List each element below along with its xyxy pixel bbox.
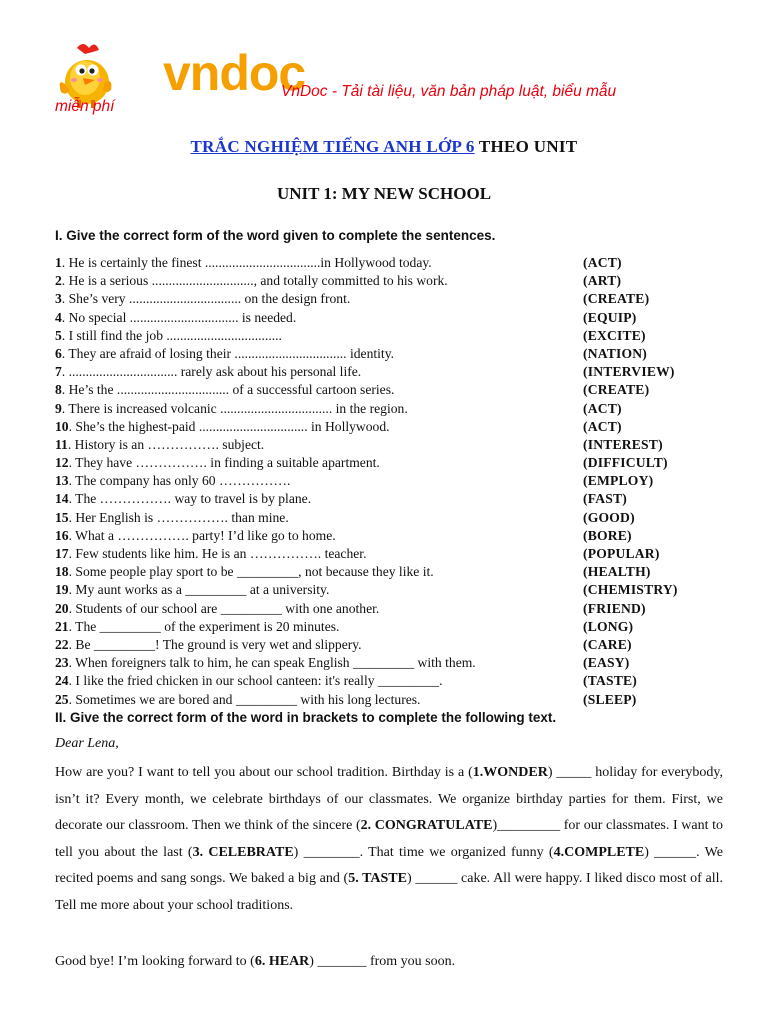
question-sentence	[55, 581, 329, 599]
question-sentence	[55, 509, 289, 527]
question-row	[55, 490, 715, 508]
question-text: . Few students like him. He is an ……………. teacher.	[68, 546, 367, 561]
root-word: (FAST)	[583, 491, 627, 507]
bracket-word: 6. HEAR	[254, 954, 310, 969]
bracket-word: 5. TASTE	[348, 871, 407, 887]
question-sentence	[55, 490, 311, 508]
question-sentence	[55, 381, 394, 399]
question-text: . She’s the highest-paid ................................ in Hollywood.	[68, 418, 390, 434]
logo-wordmark: vndoc	[163, 45, 306, 101]
letter-text: ) ______. We recited poems and sang songs. We baked a big and (	[55, 844, 723, 887]
question-row	[55, 545, 715, 563]
question-row	[55, 636, 715, 654]
question-text: . Her English is ……………. than mine.	[68, 509, 289, 525]
question-number: 18	[55, 564, 69, 580]
question-text: . He is certainly the finest ..................................in Hollywood today.	[61, 255, 432, 270]
question-row	[55, 509, 715, 527]
bracket-word: 2. CONGRATULATE	[360, 818, 493, 834]
root-word: (ACT)	[583, 255, 622, 270]
question-number: 11	[55, 436, 68, 452]
question-number: 20	[55, 600, 69, 616]
question-sentence	[55, 327, 282, 345]
question-row	[55, 290, 715, 308]
question-sentence	[55, 290, 350, 308]
question-number: 3	[55, 291, 62, 307]
question-sentence	[55, 418, 390, 436]
root-word: (BORE)	[583, 527, 632, 543]
question-number: 2	[55, 273, 62, 289]
question-text: . The company has only 60 …………….	[68, 473, 291, 489]
question-row	[55, 563, 715, 581]
letter-closing	[55, 954, 455, 970]
question-sentence	[55, 600, 379, 618]
question-sentence	[55, 563, 434, 581]
question-sentence	[55, 363, 361, 381]
question-number: 9	[55, 400, 62, 416]
question-row	[55, 381, 715, 399]
bracket-word: 1.WONDER	[472, 765, 548, 780]
question-list	[55, 254, 715, 709]
question-row	[55, 363, 715, 381]
question-text: . Students of our school are _________ with one another.	[68, 600, 380, 616]
question-sentence	[55, 527, 336, 545]
root-word: (EXCITE)	[583, 327, 646, 343]
question-number: 6	[55, 345, 62, 361]
question-row	[55, 254, 715, 272]
question-row	[55, 436, 715, 454]
letter-text: )_________ for our classmates. I want to tell you about the last (	[55, 818, 723, 860]
title-link[interactable]: TRẮC NGHIỆM TIẾNG ANH LỚP 6	[190, 137, 475, 156]
question-number: 8	[55, 382, 62, 398]
root-word: (FRIEND)	[583, 600, 646, 616]
question-sentence	[55, 472, 290, 490]
root-word: (ACT)	[583, 400, 622, 416]
letter-text: ) ________. That time we organized funny (	[293, 844, 554, 860]
site-tagline-continued: miễn phí	[55, 98, 115, 115]
question-number: 5	[55, 327, 62, 343]
page-header	[0, 0, 768, 120]
question-row	[55, 618, 715, 636]
question-row	[55, 309, 715, 327]
question-number: 21	[55, 618, 69, 634]
letter-text: Good bye! I’m looking forward to (	[55, 954, 255, 969]
letter-text: How are you? I want to tell you about our school tradition. Birthday is a (	[55, 765, 473, 780]
root-word: (CREATE)	[583, 382, 650, 398]
root-word: (HEALTH)	[583, 564, 651, 580]
question-text: . Some people play sport to be _________, not because they like it.	[68, 564, 434, 580]
question-text: . When foreigners talk to him, he can speak English _________ with them.	[68, 655, 476, 671]
question-text: . They have ……………. in finding a suitable apartment.	[68, 455, 380, 471]
question-number: 1	[55, 255, 62, 270]
question-sentence	[55, 254, 432, 272]
question-row	[55, 691, 715, 709]
letter-text: ) ______ cake. All were happy. I liked disco most of all. Tell me more about your school traditions.	[55, 871, 724, 913]
root-word: (EMPLOY)	[583, 473, 654, 489]
root-word: (INTERVIEW)	[583, 364, 675, 380]
question-sentence	[55, 309, 296, 327]
root-word: (CHEMISTRY)	[583, 582, 678, 598]
root-word: (NATION)	[583, 345, 648, 361]
question-sentence	[55, 272, 448, 290]
question-number: 24	[55, 673, 69, 689]
root-word: (DIFFICULT)	[583, 455, 668, 471]
question-row	[55, 400, 715, 418]
question-number: 10	[55, 418, 69, 434]
question-number: 17	[55, 546, 69, 561]
question-row	[55, 527, 715, 545]
question-row	[55, 345, 715, 363]
question-text: . They are afraid of losing their ................................. identity.	[61, 345, 395, 361]
letter-text: ) _____ holiday for everybody, isn’t it? Every month, we celebrate birthdays of our classmates. We organize birthday parties for them. First, we decorate our classroom. Then we think of the sincere (	[55, 765, 723, 834]
root-word: (INTEREST)	[583, 436, 663, 452]
root-word: (ART)	[583, 273, 622, 289]
question-number: 4	[55, 309, 62, 325]
question-text: . There is increased volcanic ................................. in the region.	[61, 400, 408, 416]
question-number: 25	[55, 691, 69, 707]
question-sentence	[55, 454, 380, 472]
root-word: (ACT)	[583, 418, 622, 434]
root-word: (CARE)	[583, 636, 632, 652]
root-word: (POPULAR)	[583, 546, 660, 561]
question-sentence	[55, 636, 362, 654]
root-word: (SLEEP)	[583, 691, 637, 707]
section-2-heading: II. Give the correct form of the word in brackets to complete the following text.	[55, 710, 557, 725]
question-number: 14	[55, 491, 69, 507]
question-row	[55, 600, 715, 618]
root-word: (LONG)	[583, 618, 634, 634]
question-text: . She’s very ................................. on the design front.	[61, 291, 351, 307]
letter-body	[55, 760, 723, 920]
question-text: . The ……………. way to travel is by plane.	[68, 491, 312, 507]
question-text: . What a ……………. party! I’d like go to home.	[68, 527, 336, 543]
site-tagline: VnDoc - Tải tài liệu, văn bản pháp luật, biểu mẫu	[281, 83, 617, 100]
question-sentence	[55, 691, 420, 709]
question-row	[55, 581, 715, 599]
question-text: . I still find the job ..................................	[61, 327, 282, 343]
question-row	[55, 327, 715, 345]
letter-text: ) _______ from you soon.	[309, 954, 456, 969]
question-text: . Be _________! The ground is very wet and slippery.	[68, 636, 362, 652]
question-text: . No special ................................ is needed.	[61, 309, 297, 325]
root-word: (EQUIP)	[583, 309, 637, 325]
question-sentence	[55, 672, 443, 690]
root-word: (GOOD)	[583, 509, 635, 525]
question-row	[55, 272, 715, 290]
bracket-word: 3. CELEBRATE	[192, 844, 294, 860]
title-suffix: THEO UNIT	[474, 137, 578, 156]
question-number: 16	[55, 527, 69, 543]
question-number: 12	[55, 455, 69, 471]
question-sentence	[55, 618, 339, 636]
question-number: 15	[55, 509, 69, 525]
question-row	[55, 654, 715, 672]
question-sentence	[55, 345, 394, 363]
question-sentence	[55, 436, 264, 454]
question-row	[55, 472, 715, 490]
unit-title: UNIT 1: MY NEW SCHOOL	[276, 184, 492, 203]
question-number: 22	[55, 636, 69, 652]
question-number: 13	[55, 473, 69, 489]
question-text: . Sometimes we are bored and _________ with his long lectures.	[68, 691, 421, 707]
question-number: 7	[55, 364, 62, 380]
question-text: . He’s the ................................. of a successful cartoon series.	[61, 382, 395, 398]
question-sentence	[55, 545, 366, 563]
question-text: . The _________ of the experiment is 20 minutes.	[68, 618, 340, 634]
section-1-heading: I. Give the correct form of the word given to complete the sentences.	[55, 228, 496, 243]
question-number: 19	[55, 582, 69, 598]
letter-greeting: Dear Lena,	[55, 736, 119, 751]
question-text: . ................................ rarely ask about his personal life.	[61, 364, 362, 380]
root-word: (CREATE)	[583, 291, 650, 307]
question-sentence	[55, 654, 476, 672]
root-word: (EASY)	[583, 655, 630, 671]
question-row	[55, 454, 715, 472]
root-word: (TASTE)	[583, 673, 638, 689]
question-sentence	[55, 400, 408, 418]
question-number: 23	[55, 655, 69, 671]
question-text: . I like the fried chicken in our school canteen: it's really _________.	[68, 673, 443, 689]
question-row	[55, 672, 715, 690]
question-row	[55, 418, 715, 436]
question-text: . My aunt works as a _________ at a university.	[68, 582, 330, 598]
page-title	[0, 137, 768, 157]
question-text: . He is a serious .............................., and totally committed to his work.	[61, 273, 448, 289]
question-text: . History is an ……………. subject.	[67, 436, 265, 452]
bracket-word: 4.COMPLETE	[553, 844, 645, 860]
